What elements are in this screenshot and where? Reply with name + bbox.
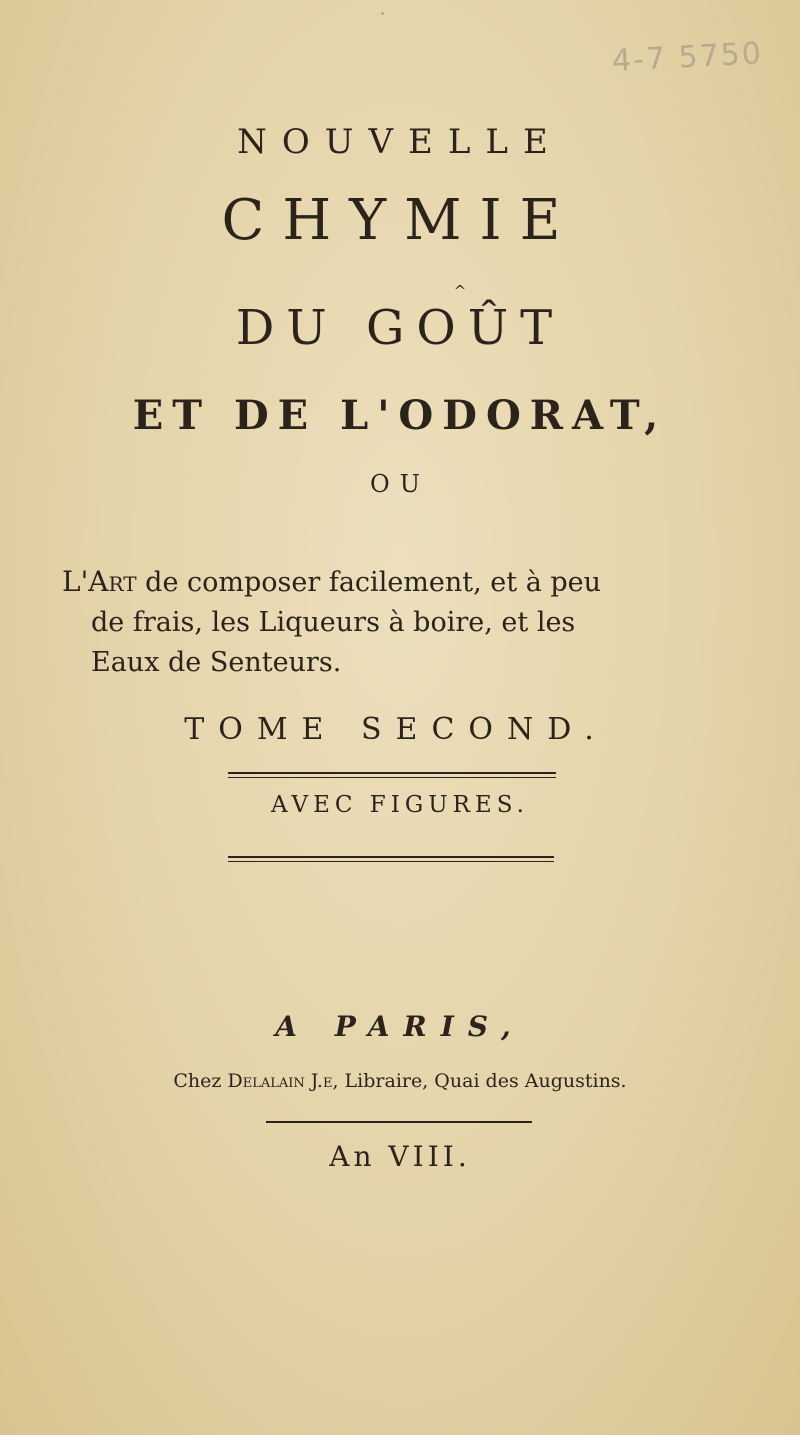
ink-speck: · xyxy=(380,4,386,23)
divider-bottom xyxy=(266,1121,532,1123)
divider-middle xyxy=(228,856,554,862)
figures-note: AVEC FIGURES. xyxy=(271,792,529,818)
title-ou: OU xyxy=(370,470,430,498)
circumflex-mark: ^ xyxy=(453,282,467,300)
imprint-chez: Chez xyxy=(173,1070,222,1092)
title-et-de-lodorat: ET DE L'ODORAT, xyxy=(132,392,668,439)
imprint-date: An VIII. xyxy=(329,1140,471,1173)
subtitle-art-word: L'Art xyxy=(62,565,137,598)
divider-top xyxy=(228,772,556,778)
imprint-publisher-line xyxy=(0,1070,800,1092)
volume-label: TOME SECOND. xyxy=(184,712,608,747)
subtitle-paragraph xyxy=(62,562,772,683)
title-nouvelle: NOUVELLE xyxy=(237,122,563,162)
imprint-address: , Libraire, Quai des Augustins. xyxy=(332,1070,627,1092)
handwritten-shelfmark: 4-7 5750 xyxy=(611,36,764,79)
imprint-city: A PARIS, xyxy=(275,1010,525,1043)
title-du-gout: DU GOÛT xyxy=(235,300,565,356)
subtitle-line-1 xyxy=(62,567,601,598)
imprint-publisher: Delalain J.e xyxy=(227,1070,333,1092)
title-chymie: CHYMIE xyxy=(221,188,579,253)
subtitle-line-1-rest: de composer facilement, et à peu xyxy=(145,567,602,598)
subtitle-line-2: de frais, les Liqueurs à boire, et les xyxy=(91,607,576,638)
subtitle-line-3: Eaux de Senteurs. xyxy=(91,647,342,678)
